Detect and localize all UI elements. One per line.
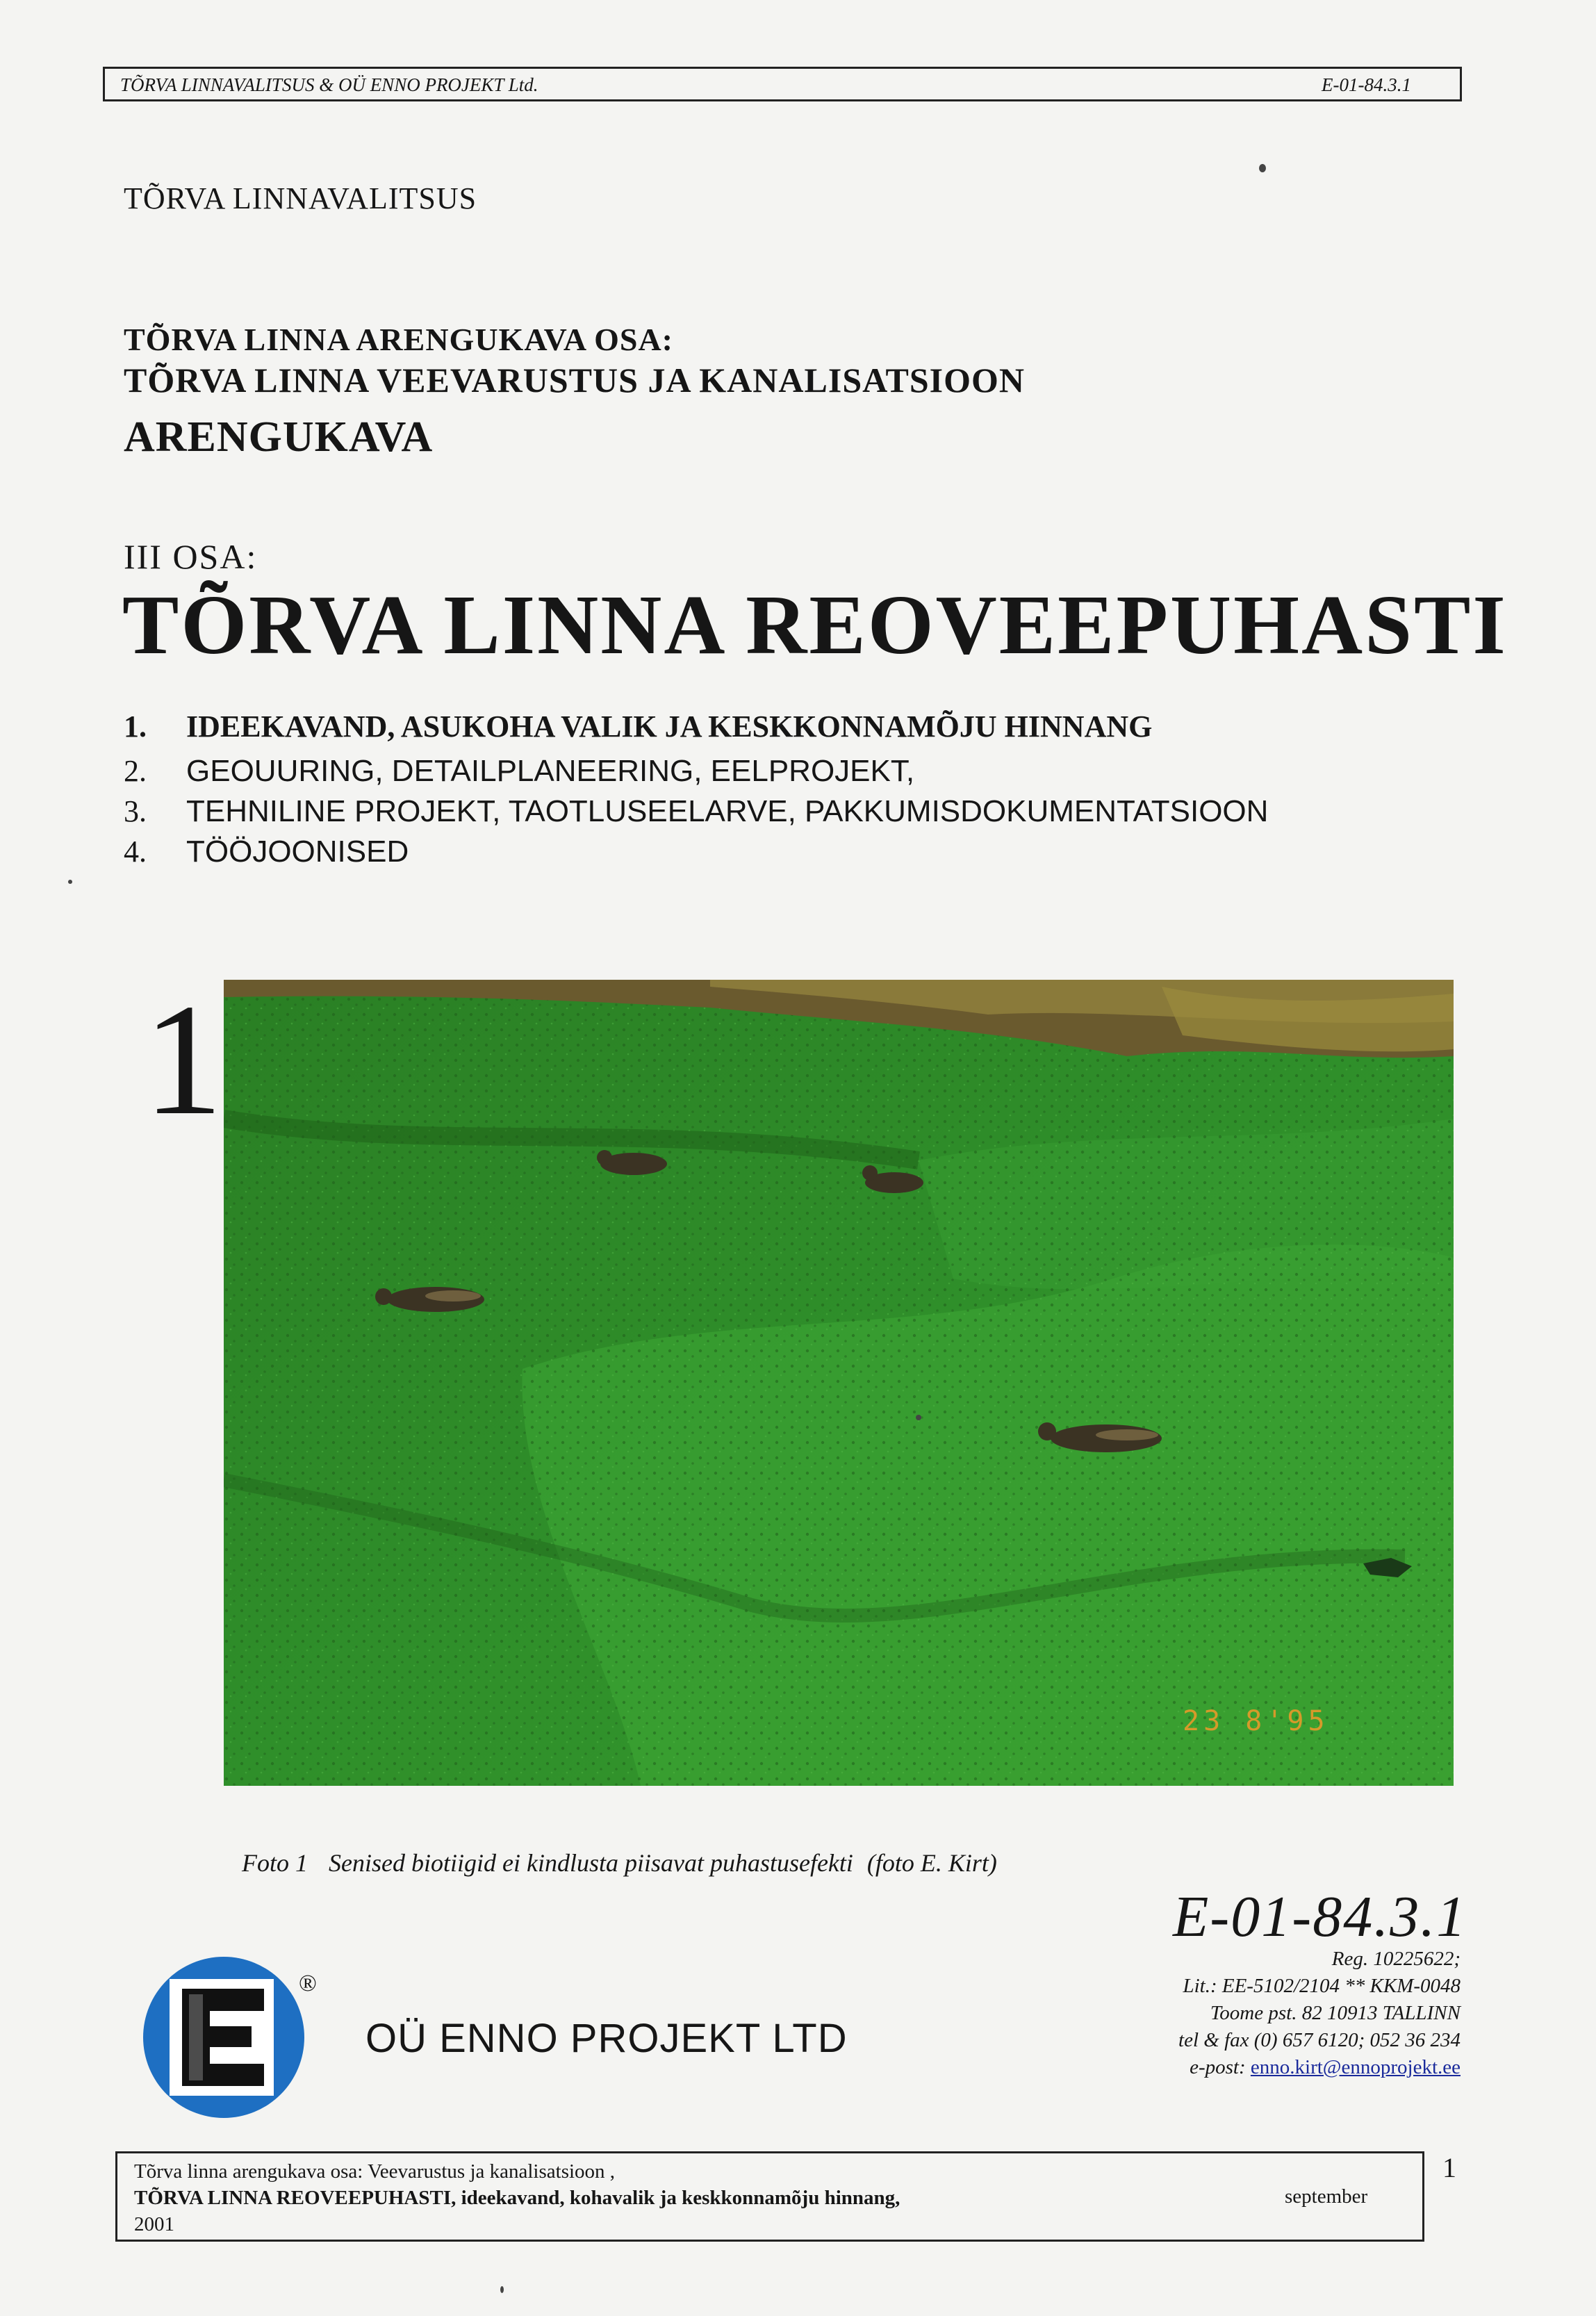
contents-item-label: IDEEKAVAND, ASUKOHA VALIK JA KESKKONNAMÕJU HINNANG [186, 709, 1153, 744]
caption-number: Foto 1 [242, 1849, 308, 1877]
contents-item-number: 3. [124, 794, 147, 828]
pond-photo-illustration [224, 980, 1454, 1786]
pond-photo [224, 980, 1454, 1786]
contents-item-label: TÖÖJOONISED [186, 835, 409, 869]
contents-item-number: 1. [124, 709, 147, 744]
license-numbers: Lit.: EE-5102/2104 ** KKM-0048 [1183, 1975, 1461, 1997]
document-header-bar [103, 67, 1462, 101]
development-plan-title: ARENGUKAVA [124, 413, 434, 461]
document-code: E-01-84.3.1 [1173, 1884, 1467, 1949]
company-email-row [1178, 2054, 1461, 2081]
scan-speck [68, 880, 72, 884]
contents-item-label: TEHNILINE PROJEKT, TAOTLUSEELARVE, PAKKUMISDOKUMENTATSIOON [186, 794, 1269, 828]
company-phone: tel & fax (0) 657 6120; 052 36 234 [1178, 2029, 1461, 2051]
email-label: e-post: [1190, 2056, 1246, 2078]
caption-credit: (foto E. Kirt) [866, 1849, 997, 1877]
page-title: TÕRVA LINNA REOVEEPUHASTI [122, 578, 1508, 672]
contents-item [124, 709, 1152, 744]
company-address: Toome pst. 82 10913 TALLINN [1210, 2002, 1461, 2024]
registration-number: Reg. 10225622; [1331, 1948, 1461, 1970]
issuing-authority: TÕRVA LINNAVALITSUS [124, 181, 477, 215]
footer-month: september [1285, 2185, 1368, 2208]
scan-speck [500, 2286, 504, 2293]
caption-text: Senised biotiigid ei kindlusta piisavat puhastusefekti [329, 1849, 853, 1877]
scan-speck [916, 1415, 921, 1420]
volume-number: 1 [143, 971, 223, 1148]
photo-date-stamp: 23 8'95 [1183, 1705, 1329, 1737]
development-plan-part: TÕRVA LINNA ARENGUKAVA OSA: [124, 322, 673, 357]
company-contact-block [1178, 1946, 1461, 2081]
contents-item [124, 753, 914, 789]
enno-logo-icon [140, 1954, 307, 2121]
contents-item-number: 2. [124, 754, 147, 788]
page-number: 1 [1442, 2152, 1456, 2183]
company-logo [140, 1954, 307, 2124]
photo-caption [242, 1848, 997, 1878]
contents-item [124, 794, 1268, 829]
contents-item-number: 4. [124, 835, 147, 869]
part-label: III OSA: [124, 537, 258, 576]
company-name: OÜ ENNO PROJEKT LTD [365, 2016, 848, 2061]
footer-year: 2001 [134, 2213, 174, 2235]
contents-item [124, 834, 409, 869]
water-supply-title: TÕRVA LINNA VEEVARUSTUS JA KANALISATSIOON [124, 361, 1026, 400]
email-link[interactable]: enno.kirt@ennoprojekt.ee [1250, 2056, 1461, 2078]
footer-line-1: Tõrva linna arengukava osa: Veevarustus ja kanalisatsioon , [134, 2160, 616, 2183]
registered-mark: ® [299, 1971, 317, 1996]
footer-box [115, 2151, 1424, 2242]
header-organizations: TÕRVA LINNAVALITSUS & OÜ ENNO PROJEKT Ltd. [120, 74, 538, 95]
header-document-code: E-01-84.3.1 [1322, 74, 1411, 95]
scan-speck [1259, 164, 1266, 172]
contents-item-label: GEOUURING, DETAILPLANEERING, EELPROJEKT, [186, 754, 915, 788]
footer-line-2: TÕRVA LINNA REOVEEPUHASTI, ideekavand, kohavalik ja keskkonnamõju hinnang, [134, 2187, 900, 2209]
